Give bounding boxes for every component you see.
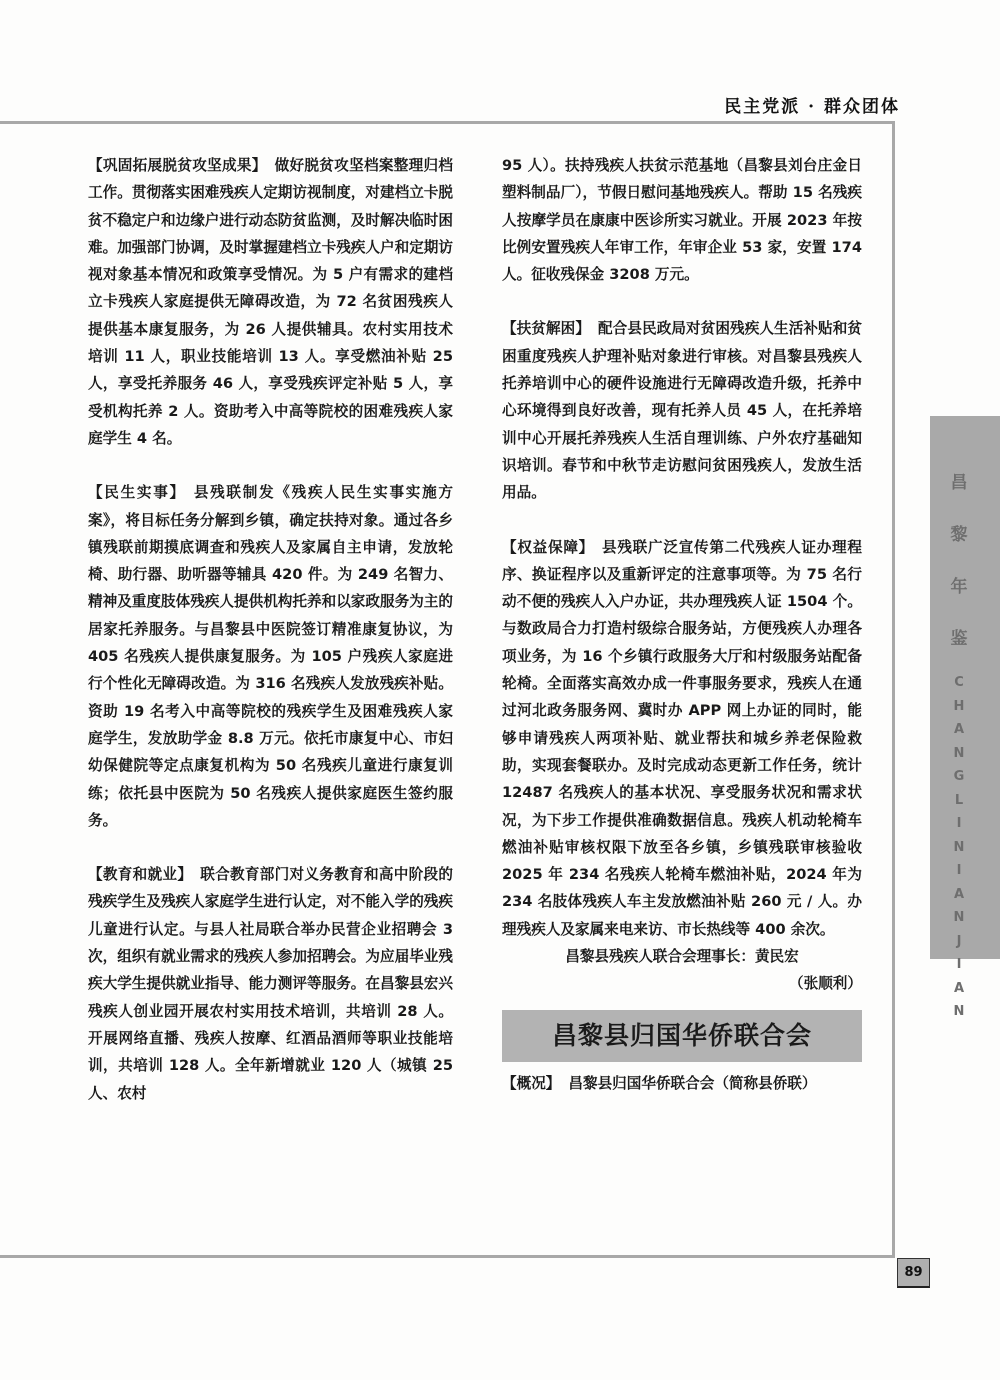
side-tab-letter: J — [956, 933, 962, 949]
section-title: 【民生实事】 — [88, 484, 186, 502]
running-head: 民主党派 · 群众团体 — [724, 97, 900, 117]
section-poverty-relief — [502, 315, 862, 506]
side-tab-char: 黎 — [950, 525, 968, 545]
side-tab-letter: I — [956, 816, 962, 831]
side-tab-letter: L — [954, 792, 964, 808]
side-tab-letter: H — [953, 698, 965, 714]
side-tab-letter: A — [953, 886, 965, 902]
side-tab-letter: G — [953, 769, 965, 784]
section-title: 【扶贫解困】 — [502, 320, 591, 338]
section-livelihood — [88, 479, 453, 834]
author-credit: （张顺利） — [789, 975, 862, 993]
side-tab-letter: A — [953, 722, 965, 737]
side-tab-letter: N — [953, 1004, 965, 1019]
side-tab-letter: I — [956, 957, 962, 972]
side-tab-char: 昌 — [950, 473, 968, 493]
side-tab-letter: A — [953, 980, 965, 996]
left-column — [88, 152, 453, 1134]
section-rights-protection — [502, 534, 862, 943]
section-overview — [502, 1070, 862, 1097]
section-title: 【巩固拓展脱贫攻坚成果】 — [88, 157, 267, 174]
section-body: 昌黎县归国华侨联合会（简称县侨联） — [568, 1074, 817, 1092]
chairman-signature: 昌黎县残疾人联合会理事长：黄民宏 — [565, 948, 799, 966]
right-column — [502, 152, 862, 1097]
frame-right-rule — [892, 121, 895, 1257]
section-poverty-consolidation — [88, 152, 453, 452]
side-tab-letter: N — [953, 745, 965, 761]
section-title: 【权益保障】 — [502, 538, 595, 556]
section-education-employment — [88, 861, 453, 1107]
yearbook-side-tab — [930, 416, 1000, 1019]
frame-top-rule — [0, 121, 895, 124]
side-tab-char: 年 — [950, 577, 968, 597]
org-heading-banner: 昌黎县归国华侨联合会 — [502, 1010, 862, 1062]
page-number: 89 — [897, 1258, 930, 1288]
section-body: 联合教育部门对义务教育和高中阶段的残疾学生及残疾人家庭学生进行认定，对不能入学的残疾儿童进行认定。与县人社局联合举办民营企业招聘会 3 次，组织有就业需求的残疾人参加招聘会。为应届毕业残疾大学生提供就业指导、能力测评等服务。在昌黎县宏兴残疾人创业园开展农村实用技术培训，共培训 28 人。开展网络直播、残疾人按摩、红酒品酒师等职业技能培训，共培训 128 人。全年新增就业 120 人（城镇 25 人、农村 — [88, 866, 453, 1102]
side-tab-latin — [930, 671, 988, 1024]
section-body: 配合县民政局对贫困残疾人生活补贴和贫困重度残疾人护理补贴对象进行审核。对昌黎县残疾人托养培训中心的硬件设施进行无障碍改造升级，托养中心环境得到良好改善，现有托养人员 45 人，在托养培训中心开展托养残疾人生活自理训练、户外农疗基础知识培训。春节和中秋节走访慰问贫困残疾人，发放生活用品。 — [502, 320, 862, 502]
side-tab-letter: N — [953, 839, 965, 855]
section-title: 【概况】 — [502, 1074, 561, 1092]
frame-bottom-rule — [0, 1255, 895, 1258]
side-tab-letter: N — [953, 910, 965, 925]
side-tab-letter: I — [956, 863, 962, 878]
side-tab-char: 鉴 — [950, 629, 968, 649]
section-body: 县残联广泛宣传第二代残疾人证办理程序、换证程序以及重新评定的注意事项等。为 75 名行动不便的残疾人入户办证，共办理残疾人证 1504 个。与数政局合力打造村级综合服务站，方便残疾人办理各项业务，为 16 个乡镇行政服务大厅和村级服务站配备轮椅。全面落实高效办成一件事服务要求，残疾人在通过河北政务服务网、冀时办 APP 网上办证的同时，能够申请残疾人两项补贴、就业帮扶和城乡养老保险救助，实现套餐联办。及时完成动态更新工作任务，统计 12487 名残疾人的基本状况、享受服务状况和需求状况，为下步工作提供准确数据信息。残疾人机动轮椅车燃油补贴审核权限下放至各乡镇，乡镇残联审核验收 2025 年 234 名残疾人轮椅车燃油补贴，2024 年为 234 名肢体残疾人车主发放燃油补贴 260 元 / 人。办理残疾人及家属来电来访、市长热线等 400 余次。 — [502, 538, 862, 938]
section-title: 【教育和就业】 — [88, 866, 193, 884]
section-body: 做好脱贫攻坚档案整理归档工作。贯彻落实困难残疾人定期访视制度，对建档立卡脱贫不稳定户和边缘户进行动态防贫监测，及时解决临时困难。加强部门协调，及时掌握建档立卡残疾人户和定期访视对象基本情况和政策享受情况。为 5 户有需求的建档立卡残疾人家庭提供无障碍改造，为 72 名贫困残疾人提供基本康复服务，为 26 人提供辅具。农村实用技术培训 11 人，职业技能培训 13 人。享受燃油补贴 25 人，享受托养服务 46 人，享受残疾评定补贴 5 人，享受机构托养 2 人。资助考入中高等院校的困难残疾人家庭学生 4 名。 — [88, 157, 453, 447]
side-tab-letter: C — [954, 675, 964, 690]
section-body: 县残联制发《残疾人民生实事实施方案》，将目标任务分解到乡镇，确定扶持对象。通过各乡镇残联前期摸底调查和残疾人及家属自主申请，发放轮椅、助行器、助听器等辅具 420 件。为 249 名智力、精神及重度肢体残疾人提供机构托养和以家政服务为主的居家托养服务。与昌黎县中医院签订精准康复协议，为 405 名残疾人提供康复服务。为 105 户残疾人家庭进行个性化无障碍改造。为 316 名残疾人发放残疾补贴。资助 19 名考入中高等院校的残疾学生及困难残疾人家庭学生，发放助学金 8.8 万元。依托市康复中心、市妇幼保健院等定点康复机构为 50 名残疾儿童进行康复训练；依托县中医院为 50 名残疾人提供家庭医生签约服务。 — [88, 484, 453, 829]
continued-paragraph: 95 人）。扶持残疾人扶贫示范基地（昌黎县刘台庄金日塑料制品厂），节假日慰问基地残疾人。帮助 15 名残疾人按摩学员在康康中医诊所实习就业。开展 2023 年按比例安置残疾人年审工作，年审企业 53 家，安置 174 人。征收残保金 3208 万元。 — [502, 157, 862, 284]
